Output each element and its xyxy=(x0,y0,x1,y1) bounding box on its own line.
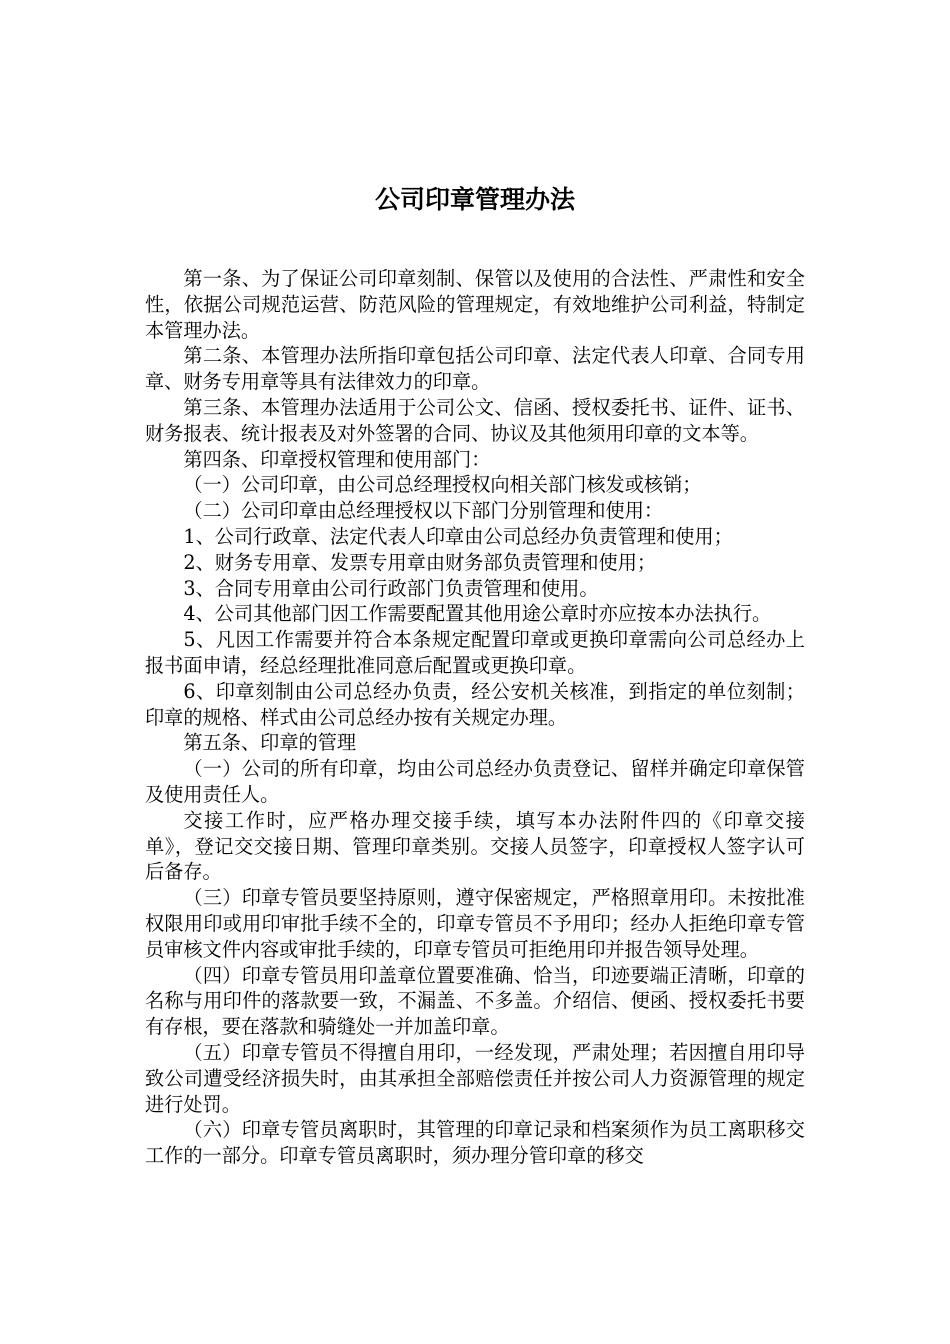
article-4-subitem-5: 5、凡因工作需要并符合本条规定配置印章或更换印章需向公司总经办上报书面申请，经总经理批准同意后配置或更换印章。 xyxy=(145,628,805,677)
article-4-heading: 第四条、印章授权管理和使用部门： xyxy=(183,447,491,471)
document-title: 公司印章管理办法 xyxy=(374,185,575,214)
article-4-subitem-4: 4、公司其他部门因工作需要配置其他用途公章时亦应按本办法执行。 xyxy=(183,602,772,626)
article-4-subitem-6: 6、印章刻制由公司总经办负责，经公安机关核准，到指定的单位刻制；印章的规格、样式由公司总经办按有关规定办理。 xyxy=(145,679,805,729)
article-2-paragraph: 第二条、本管理办法所指印章包括公司印章、法定代表人印章、合同专用章、财务专用章等具有法律效力的印章。 xyxy=(145,344,805,394)
article-4-subitem-1: 1、公司行政章、法定代表人印章由公司总经办负责管理和使用； xyxy=(183,524,733,548)
article-4-item-2: （二）公司印章由总经理授权以下部门分别管理和使用： xyxy=(183,499,664,523)
article-5-handover-paragraph: 交接工作时，应严格办理交接手续，填写本办法附件四的《印章交接单》，登记交交接日期、管理印章类别。交接人员签字，印章授权人签字认可后备存。 xyxy=(145,808,805,884)
article-5-item-1: （一）公司的所有印章，均由公司总经办负责登记、留样并确定印章保管及使用责任人。 xyxy=(145,757,805,806)
article-5-heading: 第五条、印章的管理 xyxy=(183,731,357,755)
article-3-paragraph: 第三条、本管理办法适用于公司公文、信函、授权委托书、证件、证书、财务报表、统计报表及对外签署的合同、协议及其他须用印章的文本等。 xyxy=(145,395,805,445)
article-4-subitem-2: 2、财务专用章、发票专用章由财务部负责管理和使用； xyxy=(183,550,657,574)
article-5-item-6: （六）印章专管员离职时，其管理的印章记录和档案须作为员工离职移交工作的一部分。印章专管员离职时，须办理分管印章的移交 xyxy=(145,1118,805,1168)
article-1-paragraph: 第一条、为了保证公司印章刻制、保管以及使用的合法性、严肃性和安全性，依据公司规范运营、防范风险的管理规定，有效地维护公司利益，特制定本管理办法。 xyxy=(145,267,805,342)
document-body xyxy=(145,266,805,1169)
article-5-item-4: （四）印章专管员用印盖章位置要准确、恰当，印迹要端正清晰，印章的名称与用印件的落款要一致，不漏盖、不多盖。介绍信、便函、授权委托书要有存根，要在落款和骑缝处一并加盖印章。 xyxy=(145,963,805,1039)
article-4-subitem-3: 3、合同专用章由公司行政部门负责管理和使用。 xyxy=(183,576,599,600)
article-4-item-1: （一）公司印章，由公司总经理授权向相关部门核发或核销； xyxy=(183,473,702,497)
article-5-item-3: （三）印章专管员要坚持原则，遵守保密规定，严格照章用印。未按批准权限用印或用印审批手续不全的，印章专管员不予用印；经办人拒绝印章专管员审核文件内容或审批手续的，印章专管员可拒绝用印并报告领导处理。 xyxy=(145,886,805,961)
article-5-item-5: （五）印章专管员不得擅自用印，一经发现，严肃处理；若因擅自用印导致公司遭受经济损失时，由其承担全部赔偿责任并按公司人力资源管理的规定进行处罚。 xyxy=(145,1040,805,1116)
